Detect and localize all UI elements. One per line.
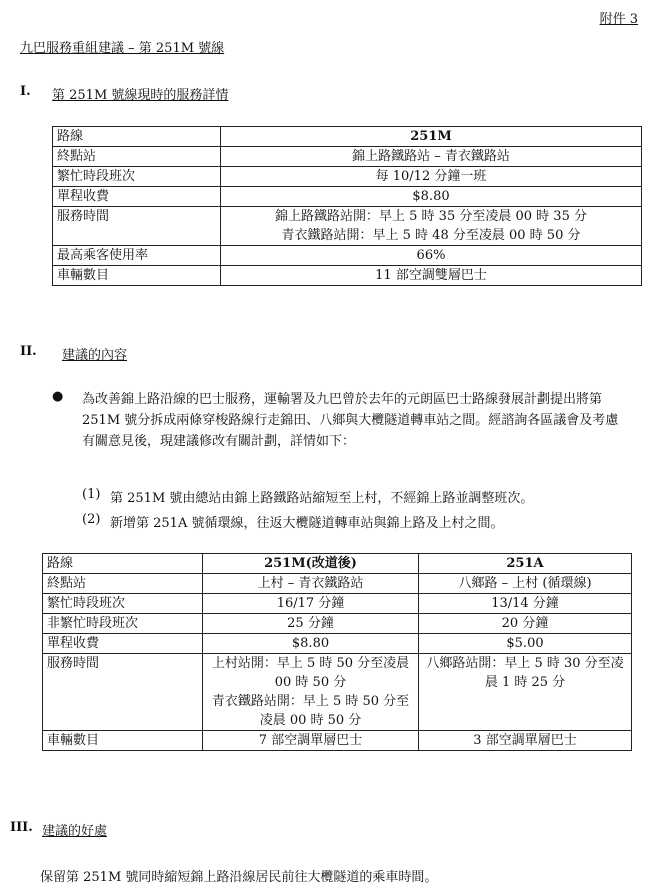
- table-row: [43, 574, 632, 594]
- service-hours-line: 錦上路鐵路站開：早上 5 時 35 分至凌晨 00 時 35 分: [275, 209, 587, 224]
- row-label: 繁忙時段班次: [43, 594, 203, 614]
- table-row: [43, 731, 632, 751]
- table-row: [53, 127, 642, 147]
- row-label: 路線: [53, 127, 221, 147]
- list-item-text: 第 251M 號由總站由錦上路鐵路站縮短至上村，不經錦上路並調整班次。: [110, 491, 534, 506]
- row-value: 66%: [221, 246, 642, 266]
- header-label: 路線: [43, 554, 203, 574]
- row-label: 服務時間: [43, 654, 203, 731]
- route-a-value: 16/17 分鐘: [203, 594, 419, 614]
- document-title: 九巴服務重組建議 – 第 251M 號線: [20, 41, 225, 56]
- row-label: 終點站: [53, 147, 221, 167]
- proposal-paragraph: 為改善錦上路沿線的巴士服務，運輸署及九巴曾於去年的元朗區巴士路線發展計劃提出將第 251M 號分拆成兩條穿梭路線行走錦田、八鄉與大欖隧道轉車站之間。經諮詢各區議會及考慮有關意見後，現建議修改有關計劃，詳情如下：: [82, 392, 619, 449]
- row-label: 單程收費: [53, 187, 221, 207]
- row-label: 車輛數目: [53, 266, 221, 286]
- section1-number: I.: [20, 84, 31, 99]
- row-label: 單程收費: [43, 634, 203, 654]
- route-a-value: $8.80: [203, 634, 419, 654]
- route-b-value: 八鄉路 – 上村 (循環線): [419, 574, 632, 594]
- annex-label: 附件 3: [599, 12, 638, 27]
- row-value: 錦上路鐵路站 – 青衣鐵路站: [221, 147, 642, 167]
- table-row: [43, 654, 632, 731]
- row-value: 每 10/12 分鐘一班: [221, 167, 642, 187]
- proposed-service-table: [42, 553, 632, 751]
- service-hours-line: 上村站開：早上 5 時 50 分至凌晨 00 時 50 分: [211, 656, 410, 690]
- section2-title: 建議的內容: [62, 348, 128, 363]
- table-row: [53, 207, 642, 246]
- service-hours-line: 青衣鐵路站開：早上 5 時 50 分至凌晨 00 時 50 分: [211, 694, 410, 728]
- row-label: 繁忙時段班次: [53, 167, 221, 187]
- route-a-value: 25 分鐘: [203, 614, 419, 634]
- row-value: $8.80: [221, 187, 642, 207]
- table-row: [53, 246, 642, 266]
- table-header-row: [43, 554, 632, 574]
- route-b-value: 20 分鐘: [419, 614, 632, 634]
- row-value: [221, 207, 642, 246]
- header-route-b: 251A: [419, 554, 632, 574]
- current-service-table: [52, 126, 642, 286]
- list-item-number: (1): [82, 487, 101, 502]
- list-item-text: 新增第 251A 號循環線，往返大欖隧道轉車站與錦上路及上村之間。: [110, 516, 504, 531]
- service-hours-line: 青衣鐵路站開：早上 5 時 48 分至凌晨 00 時 50 分: [281, 228, 581, 243]
- route-a-value: [203, 654, 419, 731]
- table-row: [53, 167, 642, 187]
- section3-title: 建議的好處: [42, 824, 108, 839]
- table-row: [43, 594, 632, 614]
- table-row: [53, 266, 642, 286]
- header-route-a: 251M(改道後): [203, 554, 419, 574]
- table-row: [43, 634, 632, 654]
- route-a-value: 上村 – 青衣鐵路站: [203, 574, 419, 594]
- row-label: 非繁忙時段班次: [43, 614, 203, 634]
- bullet-icon: ●: [52, 389, 64, 404]
- row-label: 終點站: [43, 574, 203, 594]
- list-item-number: (2): [82, 512, 101, 527]
- benefit-paragraph: 保留第 251M 號同時縮短錦上路沿線居民前往大欖隧道的乘車時間。: [40, 870, 438, 885]
- route-a-value: 7 部空調單層巴士: [203, 731, 419, 751]
- route-b-value: 13/14 分鐘: [419, 594, 632, 614]
- row-label: 服務時間: [53, 207, 221, 246]
- route-b-value: 八鄉路站開：早上 5 時 30 分至凌晨 1 時 25 分: [419, 654, 632, 731]
- section2-number: II.: [20, 344, 37, 359]
- table-row: [53, 187, 642, 207]
- row-value: 11 部空調雙層巴士: [221, 266, 642, 286]
- route-b-value: $5.00: [419, 634, 632, 654]
- row-label: 車輛數目: [43, 731, 203, 751]
- route-b-value: 3 部空調單層巴士: [419, 731, 632, 751]
- row-label: 最高乘客使用率: [53, 246, 221, 266]
- table-row: [43, 614, 632, 634]
- row-value: 251M: [221, 127, 642, 147]
- table-row: [53, 147, 642, 167]
- section1-title: 第 251M 號線現時的服務詳情: [52, 88, 229, 103]
- section3-number: III.: [10, 820, 33, 835]
